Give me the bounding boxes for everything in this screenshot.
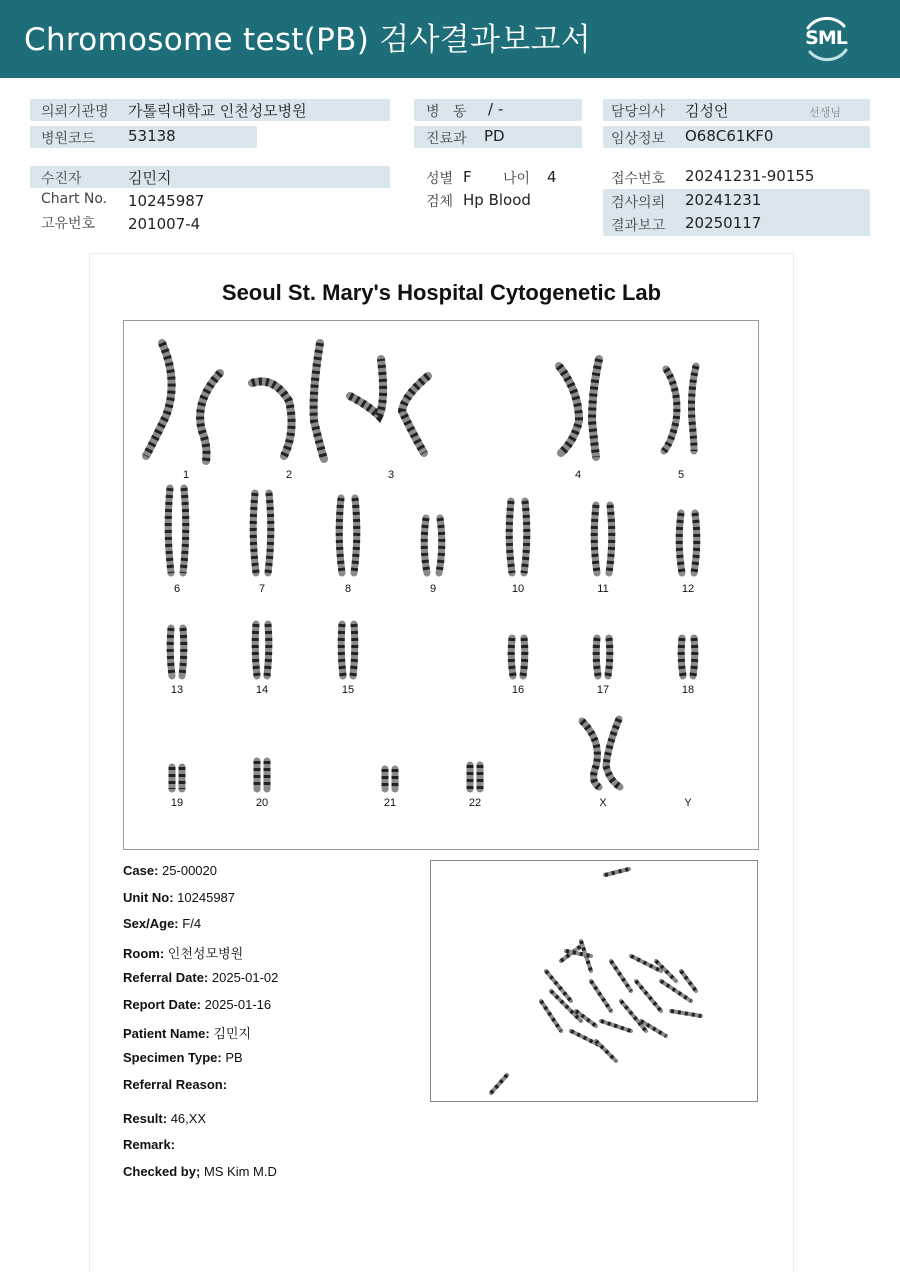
chromosome-number-label: 20 bbox=[255, 797, 269, 809]
hospital-code-value: 53138 bbox=[128, 127, 176, 145]
chromosome-shape bbox=[609, 505, 612, 573]
chromosome-shape bbox=[523, 638, 525, 676]
lab-report bbox=[89, 253, 794, 1272]
chromosome-number-label: 15 bbox=[341, 684, 355, 696]
chromosome-number-label: 17 bbox=[596, 684, 610, 696]
receipt-label: 접수번호 bbox=[611, 171, 666, 187]
report-detail-line bbox=[123, 890, 235, 905]
patient-row bbox=[30, 166, 390, 188]
request-value: 20241231 bbox=[685, 191, 762, 209]
chromosome-shape bbox=[424, 518, 427, 573]
doctor-suffix: 선생님 bbox=[809, 106, 841, 119]
metaphase-spread-image bbox=[431, 861, 757, 1101]
chromosome-shape bbox=[606, 719, 620, 787]
lab-title: Seoul St. Mary's Hospital Cytogenetic Lab bbox=[221, 280, 662, 305]
patient-name-value: 김민지 bbox=[128, 169, 172, 187]
ward-label: 병 동 bbox=[426, 104, 467, 120]
report-detail-label: Patient Name: bbox=[123, 1026, 210, 1041]
chromosome-number-label: 16 bbox=[511, 684, 525, 696]
report-detail-label: Sex/Age: bbox=[123, 916, 179, 931]
doctor-label: 담당의사 bbox=[611, 104, 666, 120]
chromosome-shape bbox=[596, 638, 598, 676]
chromosome-shape bbox=[636, 981, 661, 1011]
unique-no-value: 201007-4 bbox=[128, 215, 201, 233]
chromosome-shape bbox=[200, 373, 220, 461]
chromosome-shape bbox=[491, 1075, 507, 1093]
chromosome-shape bbox=[353, 624, 355, 676]
report-detail-label: Unit No: bbox=[123, 890, 174, 905]
chromosome-shape bbox=[664, 369, 677, 451]
department-value: PD bbox=[484, 127, 505, 145]
report-detail-label: Referral Reason: bbox=[123, 1077, 228, 1092]
chromosome-shape bbox=[314, 343, 324, 459]
chromosome-number-label: 11 bbox=[597, 583, 609, 595]
chromosome-number-label: 13 bbox=[170, 684, 184, 696]
chromosome-number-label: 18 bbox=[681, 684, 695, 696]
chart-no-value: 10245987 bbox=[128, 192, 205, 210]
chromosome-shape bbox=[268, 493, 271, 573]
chromosome-shape bbox=[524, 501, 527, 573]
report-detail-value: 인천성모병원 bbox=[167, 946, 244, 961]
sex-value: F bbox=[463, 168, 472, 186]
report-detail-value: MS Kim M.D bbox=[203, 1164, 277, 1179]
report-detail-label: Referral Date: bbox=[123, 970, 209, 985]
chromosome-shape bbox=[605, 869, 629, 875]
chromosome-number-label: 12 bbox=[681, 583, 695, 595]
age-label: 나이 bbox=[503, 171, 531, 187]
chromosome-number-label: Y bbox=[684, 797, 692, 809]
report-detail-label: Remark: bbox=[123, 1137, 176, 1152]
metaphase-image bbox=[430, 860, 758, 1102]
report-detail-value: 김민지 bbox=[213, 1026, 252, 1041]
chromosome-shape bbox=[252, 381, 292, 456]
chromosome-shape bbox=[681, 971, 696, 991]
chromosome-shape bbox=[350, 359, 383, 416]
result-date-value: 20250117 bbox=[685, 214, 762, 232]
sml-logo bbox=[798, 12, 854, 66]
sml-logo-text: SML bbox=[805, 27, 847, 49]
specimen-label: 검체 bbox=[426, 194, 454, 210]
chromosome-shape bbox=[559, 366, 579, 453]
report-detail-value: F/4 bbox=[182, 916, 202, 931]
report-detail-value: 46,XX bbox=[170, 1111, 207, 1126]
hospital-code-label: 병원코드 bbox=[41, 131, 96, 147]
report-detail-value: 10245987 bbox=[177, 890, 236, 905]
chromosome-shape bbox=[168, 488, 171, 573]
report-detail-line bbox=[123, 970, 278, 985]
report-detail-line bbox=[123, 1111, 206, 1126]
chromosome-shape bbox=[341, 624, 343, 676]
chromosome-shape bbox=[582, 721, 599, 787]
report-detail-value: PB bbox=[225, 1050, 243, 1065]
chromosome-number-label: X bbox=[599, 797, 607, 809]
chromosome-number-label: 21 bbox=[383, 797, 397, 809]
report-detail-label: Specimen Type: bbox=[123, 1050, 222, 1065]
chromosome-shape bbox=[255, 624, 257, 676]
report-detail-label: Checked by; bbox=[123, 1164, 201, 1179]
report-detail-line bbox=[123, 1077, 227, 1092]
institution-value: 가톨릭대학교 인천성모병원 bbox=[128, 102, 307, 120]
chart-no-label: Chart No. bbox=[41, 191, 108, 207]
chromosome-shape bbox=[182, 628, 184, 676]
chromosome-number-label: 19 bbox=[170, 797, 184, 809]
chromosome-number-label: 9 bbox=[429, 583, 437, 595]
chromosome-shape bbox=[693, 638, 695, 676]
report-detail-label: Case: bbox=[123, 863, 159, 878]
chromosome-shape bbox=[183, 488, 186, 573]
report-detail-line bbox=[123, 1164, 277, 1179]
chromosome-shape bbox=[661, 981, 691, 1001]
chromosome-number-label: 4 bbox=[574, 469, 582, 481]
chromosome-shape bbox=[146, 343, 172, 456]
age-value: 4 bbox=[547, 168, 557, 186]
patient-label: 수진자 bbox=[41, 171, 82, 187]
chromosome-shape bbox=[402, 376, 428, 453]
chromosome-shape bbox=[671, 1011, 701, 1016]
result-date-label: 결과보고 bbox=[611, 218, 666, 234]
report-detail-label: Room: bbox=[123, 946, 165, 961]
ward-value: / - bbox=[488, 100, 504, 118]
chromosome-shape bbox=[339, 498, 342, 573]
report-detail-label: Result: bbox=[123, 1111, 168, 1126]
chromosome-number-label: 7 bbox=[258, 583, 266, 595]
chromosome-shape bbox=[541, 1001, 561, 1031]
report-detail-value: 2025-01-02 bbox=[211, 970, 279, 985]
report-detail-line bbox=[123, 1023, 251, 1042]
chromosome-shape bbox=[681, 638, 683, 676]
report-detail-value: 2025-01-16 bbox=[204, 997, 272, 1012]
chromosome-shape bbox=[170, 628, 172, 676]
karyogram bbox=[123, 320, 759, 850]
chromosome-shape bbox=[601, 1021, 631, 1031]
report-detail-label: Report Date: bbox=[123, 997, 202, 1012]
chromosome-shape bbox=[439, 518, 442, 573]
unique-no-label: 고유번호 bbox=[41, 216, 96, 232]
page-title: Chromosome test(PB) 검사결과보고서 bbox=[24, 22, 591, 58]
request-label: 검사의뢰 bbox=[611, 195, 666, 211]
report-header bbox=[0, 0, 900, 78]
chromosome-shape bbox=[611, 961, 631, 991]
chromosome-number-label: 5 bbox=[677, 469, 685, 481]
report-detail-value: 25-00020 bbox=[162, 863, 217, 878]
chromosome-shape bbox=[679, 513, 682, 573]
report-detail-line bbox=[123, 1137, 175, 1152]
chromosome-shape bbox=[692, 366, 697, 451]
clinical-value: O68C61KF0 bbox=[685, 127, 774, 145]
chromosome-number-label: 3 bbox=[387, 469, 395, 481]
report-detail-line bbox=[123, 943, 243, 962]
report-detail-line bbox=[123, 1050, 243, 1065]
chromosome-number-label: 14 bbox=[255, 684, 269, 696]
chromosome-shape bbox=[621, 1001, 646, 1031]
specimen-value: Hp Blood bbox=[463, 191, 531, 209]
chromosome-number-label: 10 bbox=[511, 583, 525, 595]
chromosome-shape bbox=[594, 505, 597, 573]
clinical-label: 임상정보 bbox=[611, 131, 666, 147]
receipt-value: 20241231-90155 bbox=[685, 167, 815, 185]
chromosome-number-label: 1 bbox=[182, 469, 190, 481]
institution-label: 의뢰기관명 bbox=[41, 104, 109, 120]
chromosome-shape bbox=[509, 501, 512, 573]
chromosome-number-label: 8 bbox=[344, 583, 352, 595]
chromosome-shape bbox=[596, 1041, 616, 1061]
report-detail-line bbox=[123, 863, 217, 878]
chromosome-shape bbox=[592, 359, 599, 457]
sex-label: 성별 bbox=[426, 171, 454, 187]
chromosome-shape bbox=[253, 493, 256, 573]
report-detail-line bbox=[123, 997, 271, 1012]
chromosome-shape bbox=[694, 513, 697, 573]
doctor-value: 김성언 bbox=[685, 102, 729, 120]
department-label: 진료과 bbox=[426, 131, 467, 147]
report-detail-line bbox=[123, 916, 201, 931]
chromosome-number-label: 22 bbox=[468, 797, 482, 809]
chromosome-shape bbox=[511, 638, 513, 676]
chromosome-number-label: 2 bbox=[285, 469, 293, 481]
chromosome-shape bbox=[354, 498, 357, 573]
chromosome-number-label: 6 bbox=[173, 583, 181, 595]
chromosome-shape bbox=[608, 638, 610, 676]
chromosome-shape bbox=[267, 624, 269, 676]
chromosome-shape bbox=[591, 981, 611, 1011]
